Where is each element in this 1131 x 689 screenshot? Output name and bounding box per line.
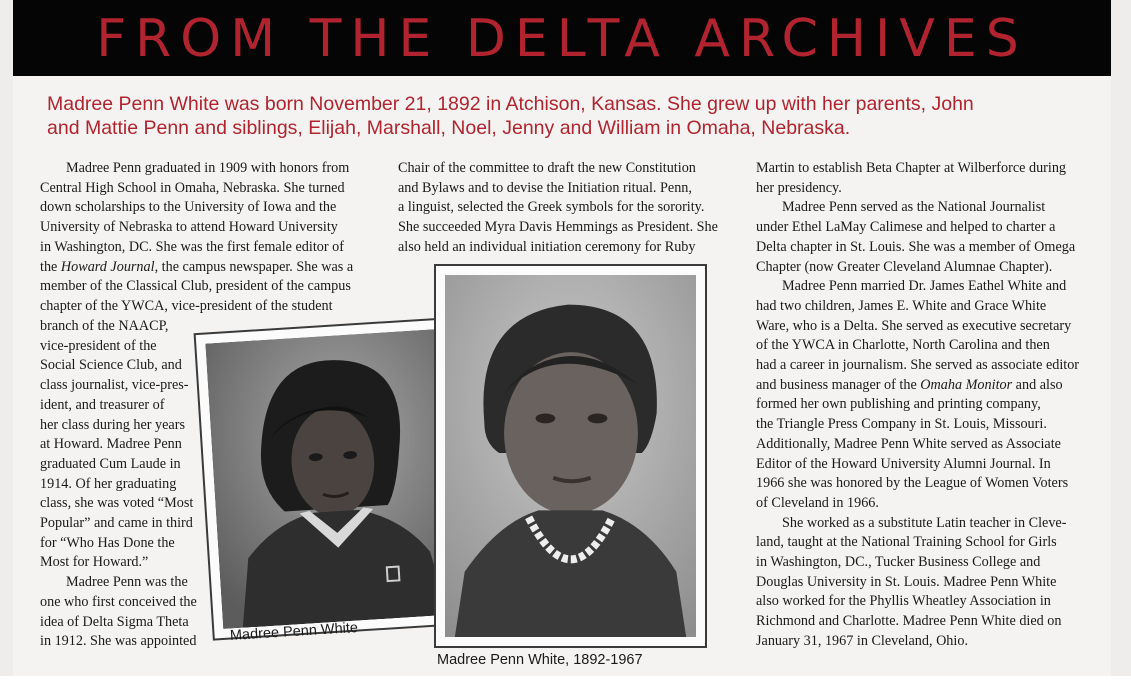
text-line: 1914. Of her graduating	[40, 475, 177, 492]
text-line: a linguist, selected the Greek symbols for the sorority.	[398, 199, 705, 216]
text-line: Martin to establish Beta Chapter at Wilberforce during	[756, 160, 1067, 176]
text-line: in 1912. She was appointed	[40, 633, 197, 650]
column-1-upper	[40, 159, 370, 317]
text-line: ident, and treasurer of	[40, 396, 165, 413]
text-line: in Washington, DC. She was the first female editor of	[40, 238, 344, 255]
text-line: Most for Howard.”	[40, 554, 149, 571]
column-2	[398, 159, 733, 258]
text-line: class, she was voted “Most	[40, 495, 194, 512]
text-line: She worked as a substitute Latin teacher in Cleve-	[782, 514, 1067, 531]
text-line: She succeeded Myra Davis Hemmings as President. She	[398, 219, 718, 236]
portrait-illustration	[205, 329, 455, 629]
text-line: Chair of the committee to draft the new Constitution	[398, 160, 696, 176]
text-line: Ware, who is a Delta. She served as executive secretary	[756, 317, 1072, 334]
text-line: down scholarships to the University of Iowa and the	[40, 199, 337, 216]
older-portrait-photo	[434, 264, 707, 648]
older-photo-caption: Madree Penn White, 1892-1967	[437, 652, 643, 668]
text-line: had a career in journalism. She served as associate editor	[756, 357, 1080, 374]
text-line: graduated Cum Laude in	[40, 455, 181, 472]
text-line: formed her own publishing and printing company,	[756, 396, 1041, 413]
text-line: and Bylaws and to devise the Initiation ritual. Penn,	[398, 179, 692, 196]
text-line: at Howard. Madree Penn	[40, 436, 182, 453]
text-line: the Triangle Press Company in St. Louis, Missouri.	[756, 416, 1047, 433]
text-line: Chapter (now Greater Cleveland Alumnae Chapter).	[756, 258, 1053, 275]
column-1-lower	[40, 317, 220, 652]
text-line: her class during her years	[40, 416, 185, 433]
text-line: Delta chapter in St. Louis. She was a member of Omega	[756, 238, 1076, 255]
text-line: University of Nebraska to attend Howard University	[40, 219, 338, 236]
text-line: Douglas University in St. Louis. Madree Penn White	[756, 573, 1057, 590]
intro-line: Madree Penn White was born November 21, 1892 in Atchison, Kansas. She grew up with her parents, John	[47, 93, 974, 115]
banner-title: FROM THE DELTA ARCHIVES	[96, 9, 1028, 69]
text-line: Madree Penn served as the National Journalist	[782, 199, 1046, 216]
text-line: of Cleveland in 1966.	[756, 494, 879, 511]
young-portrait-photo	[194, 317, 467, 640]
text-line: idea of Delta Sigma Theta	[40, 613, 189, 630]
intro-line: and Mattie Penn and siblings, Elijah, Marshall, Noel, Jenny and William in Omaha, Nebraska.	[47, 117, 851, 139]
young-photo-caption: Madree Penn White	[229, 619, 359, 644]
text-line: January 31, 1967 in Cleveland, Ohio.	[756, 632, 968, 649]
text-line: of the YWCA in Charlotte, North Carolina and then	[756, 337, 1050, 354]
text-line: in Washington, DC., Tucker Business College and	[756, 554, 1041, 571]
text-line: and business manager of the Omaha Monitor and also	[756, 376, 1063, 393]
portrait-illustration	[445, 275, 696, 637]
portrait-image	[205, 329, 455, 629]
text-line: for “Who Has Done the	[40, 534, 175, 551]
column-3	[756, 159, 1091, 652]
text-line: Additionally, Madree Penn White served as Associate	[756, 435, 1061, 452]
text-line: vice-president of the	[40, 337, 157, 354]
text-line: had two children, James E. White and Grace White	[756, 297, 1047, 314]
text-line: Social Science Club, and	[40, 357, 182, 374]
text-line: Richmond and Charlotte. Madree Penn White died on	[756, 613, 1062, 630]
text-line: member of the Classical Club, president of the campus	[40, 278, 351, 295]
page-bottom-edge	[0, 676, 1131, 689]
text-line: class journalist, vice-pres-	[40, 377, 189, 394]
text-line: also worked for the Phyllis Wheatley Association in	[756, 593, 1051, 610]
text-line: 1966 she was honored by the League of Women Voters	[756, 475, 1069, 492]
text-line: Madree Penn married Dr. James Eathel White and	[782, 278, 1067, 295]
intro-paragraph	[47, 92, 1087, 140]
text-line: one who first conceived the	[40, 593, 197, 610]
text-line: Central High School in Omaha, Nebraska. She turned	[40, 179, 345, 196]
text-line: Editor of the Howard University Alumni Journal. In	[756, 455, 1051, 472]
archive-banner	[13, 0, 1111, 76]
text-line: land, taught at the National Training School for Girls	[756, 534, 1057, 551]
text-line: Madree Penn was the	[66, 574, 188, 591]
text-line: the Howard Journal, the campus newspaper. She was a	[40, 258, 354, 275]
text-line: Popular” and came in third	[40, 515, 193, 532]
text-line: under Ethel LaMay Calimese and helped to charter a	[756, 219, 1056, 236]
text-line: branch of the NAACP,	[40, 318, 169, 334]
text-line: chapter of the YWCA, vice-president of the student	[40, 297, 333, 314]
text-line: her presidency.	[756, 179, 842, 196]
portrait-image	[445, 275, 696, 637]
text-line: also held an individual initiation ceremony for Ruby	[398, 238, 696, 255]
text-line: Madree Penn graduated in 1909 with honors from	[66, 160, 350, 176]
